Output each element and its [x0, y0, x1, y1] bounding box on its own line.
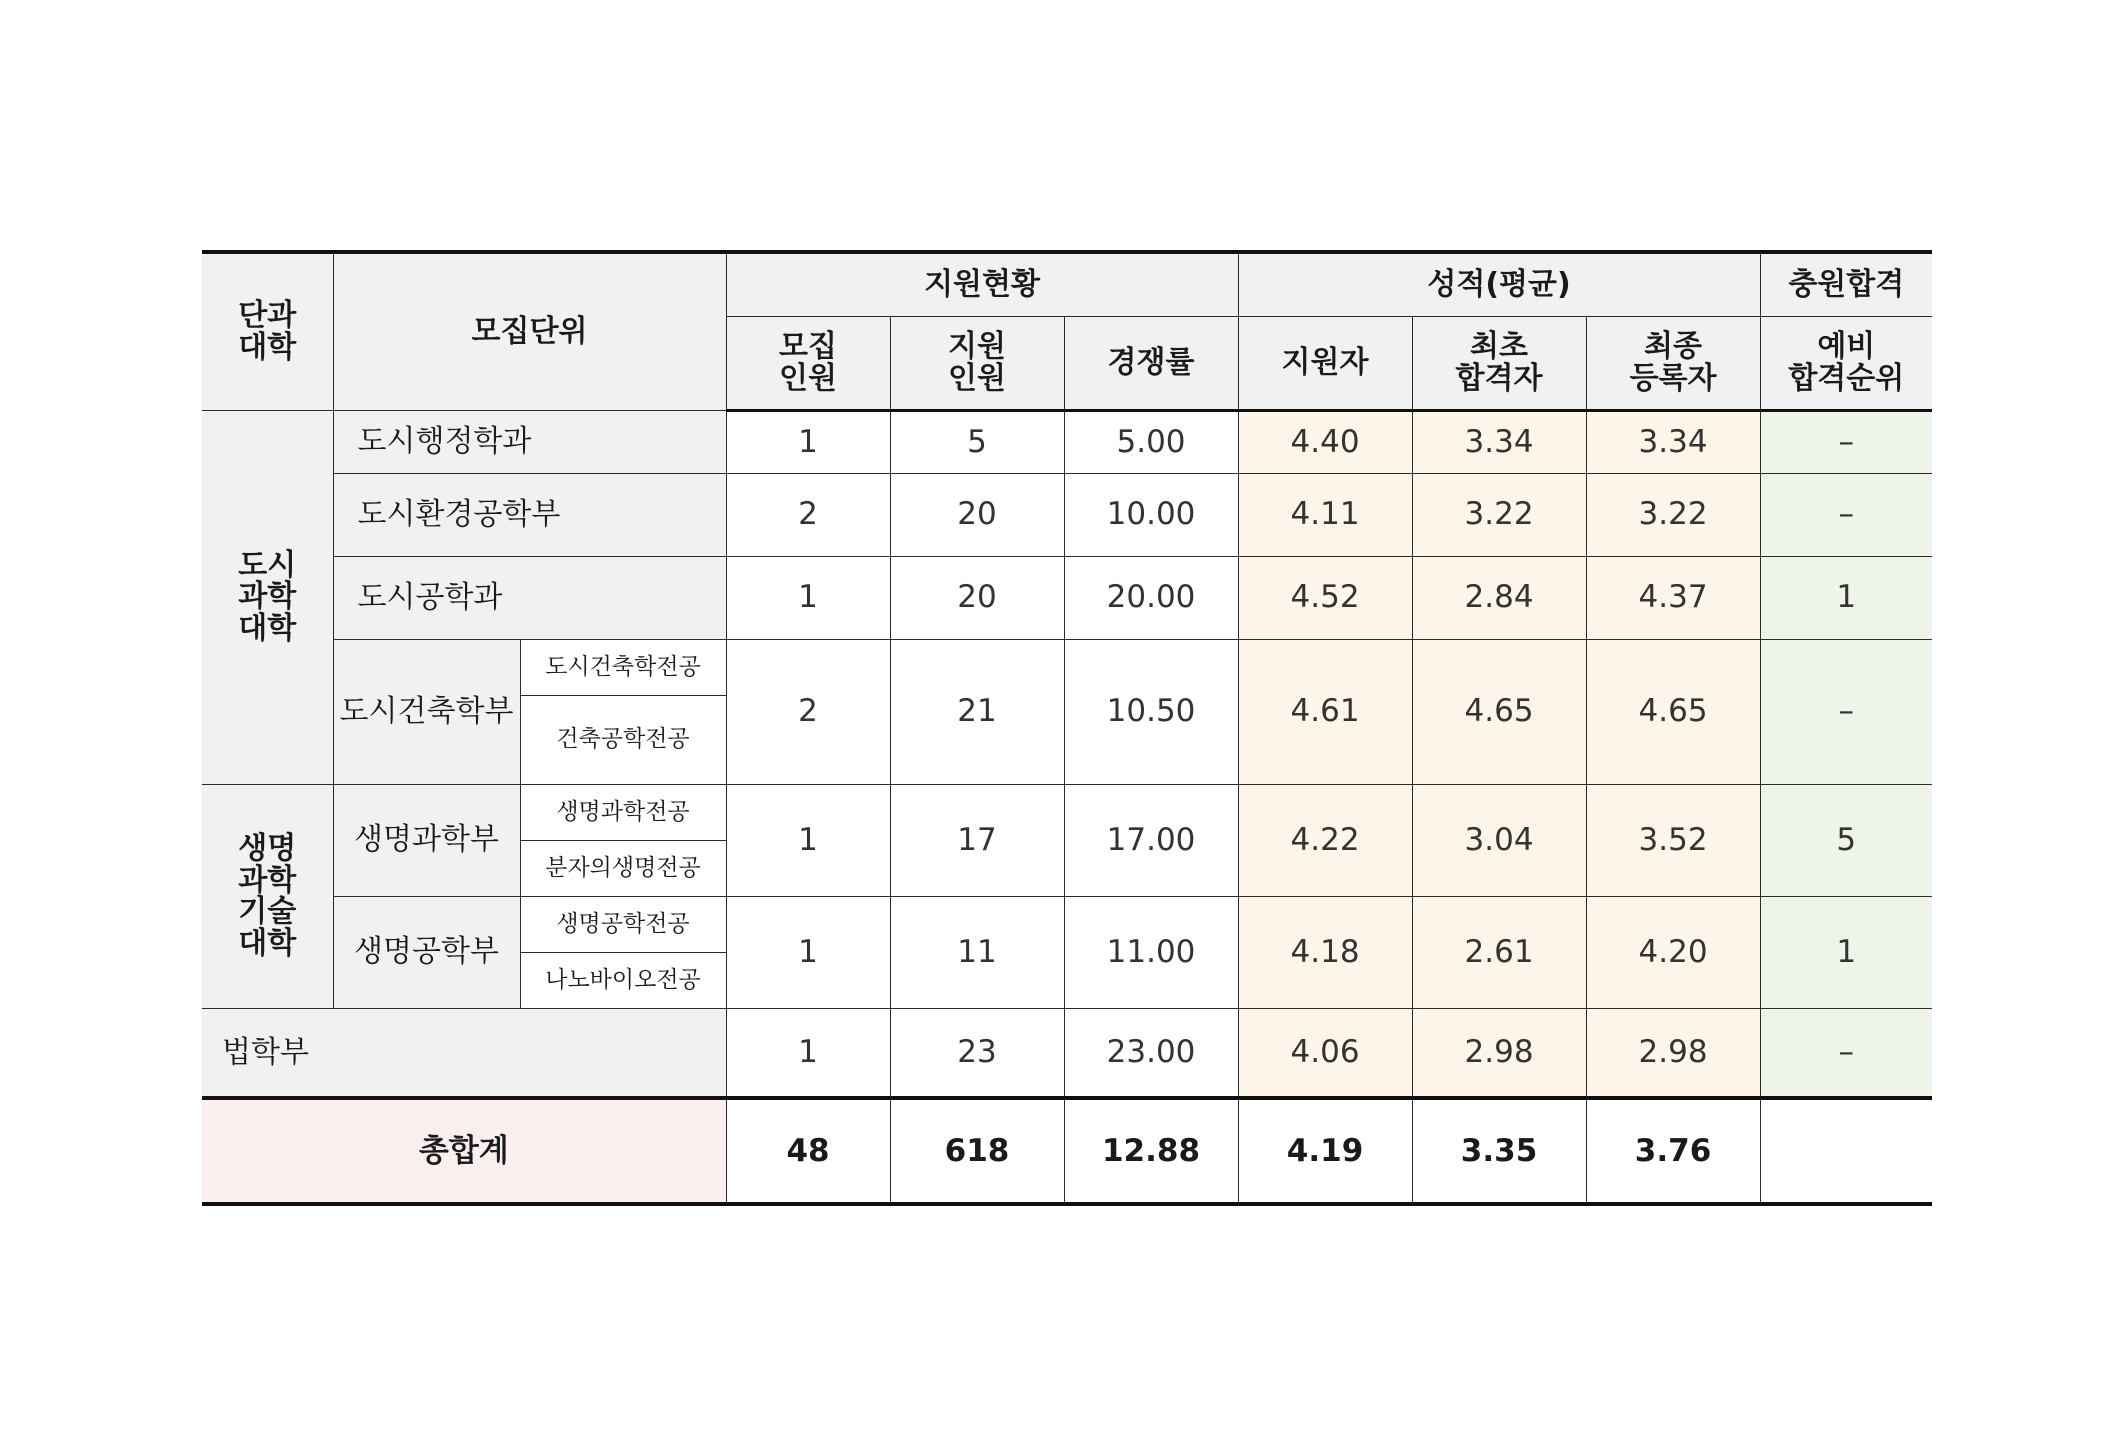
grade-first: 2.98: [1412, 1008, 1586, 1098]
reserve-rank: 1: [1760, 556, 1932, 639]
major-name: 생명공학전공: [520, 896, 726, 952]
total-reserve: [1760, 1098, 1932, 1204]
header-grade-group: 성적(평균): [1238, 252, 1760, 316]
grade-final: 3.34: [1586, 410, 1760, 473]
grade-applicant: 4.11: [1238, 473, 1412, 556]
unit-name: 생명과학부: [333, 784, 520, 896]
header-applicants: 지원 인원: [890, 316, 1064, 410]
competition-ratio: 5.00: [1064, 410, 1238, 473]
applicant-count: 20: [890, 473, 1064, 556]
competition-ratio: 20.00: [1064, 556, 1238, 639]
major-name: 생명과학전공: [520, 784, 726, 840]
admission-results-table-wrapper: [202, 250, 1932, 1206]
grade-final: 3.22: [1586, 473, 1760, 556]
grade-final: 4.20: [1586, 896, 1760, 1008]
admission-results-table: [202, 250, 1932, 1206]
competition-ratio: 10.00: [1064, 473, 1238, 556]
header-grade-applicant: 지원자: [1238, 316, 1412, 410]
unit-name: 도시건축학부: [333, 639, 520, 784]
grade-applicant: 4.22: [1238, 784, 1412, 896]
header-row-1: [202, 252, 1932, 316]
grade-first: 2.84: [1412, 556, 1586, 639]
applicant-count: 11: [890, 896, 1064, 1008]
header-ratio: 경쟁률: [1064, 316, 1238, 410]
recruit-count: 1: [726, 896, 890, 1008]
recruit-count: 2: [726, 639, 890, 784]
total-grade-applicant: 4.19: [1238, 1098, 1412, 1204]
grade-first: 2.61: [1412, 896, 1586, 1008]
competition-ratio: 23.00: [1064, 1008, 1238, 1098]
total-label: 총합계: [202, 1098, 726, 1204]
applicant-count: 21: [890, 639, 1064, 784]
grade-final: 4.65: [1586, 639, 1760, 784]
unit-name: 생명공학부: [333, 896, 520, 1008]
grade-first: 3.04: [1412, 784, 1586, 896]
reserve-rank: 1: [1760, 896, 1932, 1008]
grade-applicant: 4.61: [1238, 639, 1412, 784]
table-row: [202, 639, 1932, 695]
recruit-count: 1: [726, 410, 890, 473]
competition-ratio: 11.00: [1064, 896, 1238, 1008]
competition-ratio: 17.00: [1064, 784, 1238, 896]
applicant-count: 17: [890, 784, 1064, 896]
header-apply-group: 지원현황: [726, 252, 1238, 316]
grade-final: 2.98: [1586, 1008, 1760, 1098]
reserve-rank: –: [1760, 410, 1932, 473]
header-grade-first: 최초 합격자: [1412, 316, 1586, 410]
grade-final: 3.52: [1586, 784, 1760, 896]
unit-name: 도시환경공학부: [333, 473, 726, 556]
total-grade-final: 3.76: [1586, 1098, 1760, 1204]
applicant-count: 20: [890, 556, 1064, 639]
grade-applicant: 4.18: [1238, 896, 1412, 1008]
recruit-count: 1: [726, 784, 890, 896]
applicant-count: 23: [890, 1008, 1064, 1098]
header-grade-final: 최종 등록자: [1586, 316, 1760, 410]
college-urban: 도시 과학 대학: [202, 410, 333, 784]
unit-name-law: 법학부: [202, 1008, 726, 1098]
reserve-rank: –: [1760, 473, 1932, 556]
recruit-count: 1: [726, 556, 890, 639]
major-name: 도시건축학전공: [520, 639, 726, 695]
grade-first: 4.65: [1412, 639, 1586, 784]
grade-applicant: 4.40: [1238, 410, 1412, 473]
total-recruit: 48: [726, 1098, 890, 1204]
total-grade-first: 3.35: [1412, 1098, 1586, 1204]
grade-applicant: 4.06: [1238, 1008, 1412, 1098]
header-reserve: 예비 합격순위: [1760, 316, 1932, 410]
reserve-rank: –: [1760, 1008, 1932, 1098]
unit-name: 도시공학과: [333, 556, 726, 639]
grade-first: 3.34: [1412, 410, 1586, 473]
college-life: 생명 과학 기술 대학: [202, 784, 333, 1008]
recruit-count: 2: [726, 473, 890, 556]
grade-first: 3.22: [1412, 473, 1586, 556]
major-name: 나노바이오전공: [520, 952, 726, 1008]
grade-applicant: 4.52: [1238, 556, 1412, 639]
table-row: [202, 896, 1932, 952]
major-name: 분자의생명전공: [520, 840, 726, 896]
grade-final: 4.37: [1586, 556, 1760, 639]
table-row: [202, 410, 1932, 473]
header-recruit: 모집 인원: [726, 316, 890, 410]
unit-name: 도시행정학과: [333, 410, 726, 473]
table-row: [202, 556, 1932, 639]
total-applicants: 618: [890, 1098, 1064, 1204]
applicant-count: 5: [890, 410, 1064, 473]
recruit-count: 1: [726, 1008, 890, 1098]
header-extra-group: 충원합격: [1760, 252, 1932, 316]
table-row: [202, 1008, 1932, 1098]
reserve-rank: 5: [1760, 784, 1932, 896]
header-college: 단과 대학: [202, 252, 333, 410]
major-name: 건축공학전공: [520, 695, 726, 784]
total-ratio: 12.88: [1064, 1098, 1238, 1204]
reserve-rank: –: [1760, 639, 1932, 784]
header-unit: 모집단위: [333, 252, 726, 410]
total-row: [202, 1098, 1932, 1204]
competition-ratio: 10.50: [1064, 639, 1238, 784]
table-row: [202, 784, 1932, 840]
table-row: [202, 473, 1932, 556]
